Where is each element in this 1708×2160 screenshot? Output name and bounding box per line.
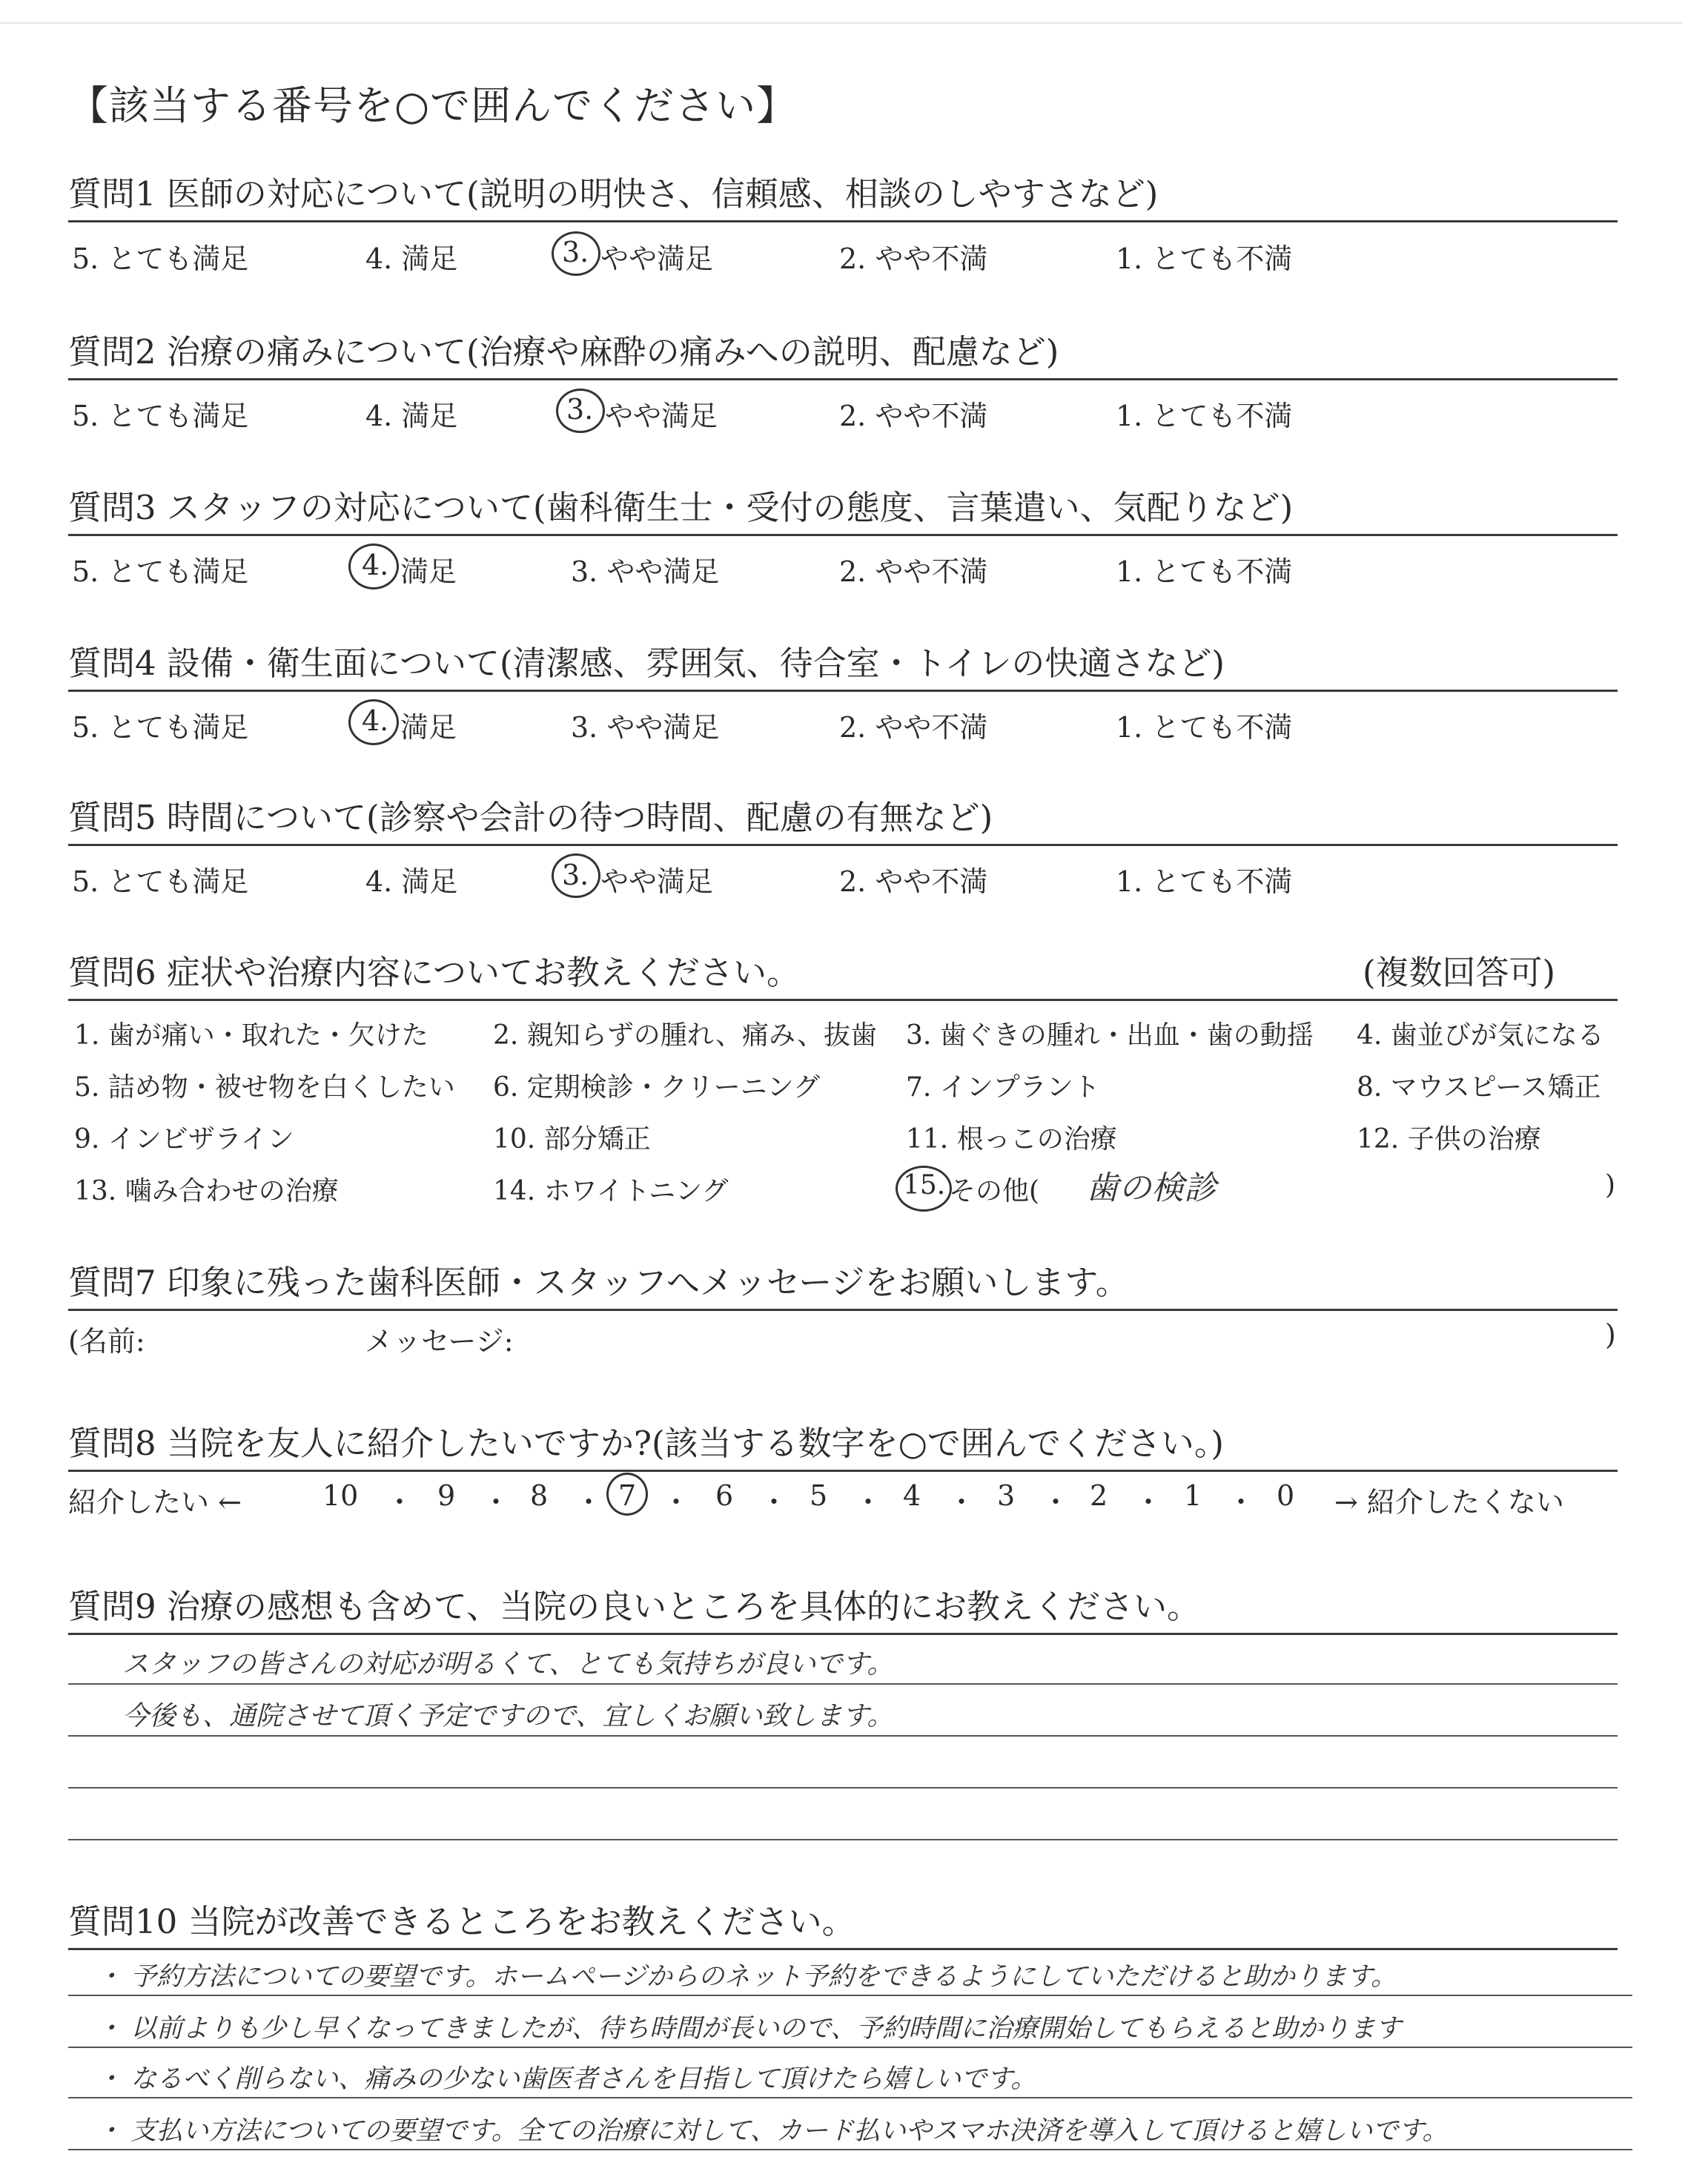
- q8-number-4[interactable]: 4: [903, 1479, 921, 1512]
- q8-number-3[interactable]: 3: [997, 1479, 1016, 1512]
- q9-answer-line-1[interactable]: スタッフの皆さんの対応が明るくて、とても気持ちが良いです。: [122, 1649, 894, 1680]
- q10-answer-line-1[interactable]: ・ 予約方法についての要望です。ホームページからのネット予約をできるようにしていただけると助かります。: [96, 1962, 1397, 1992]
- q6-option-1[interactable]: 1. 歯が痛い・取れた・欠けた: [74, 1020, 428, 1051]
- q3-title: 質問3 スタッフの対応について(歯科衛生士・受付の態度、言葉遣い、気配りなど): [68, 488, 1294, 527]
- q7-title: 質問7 印象に残った歯科医師・スタッフへメッセージをお願いします。: [68, 1263, 1129, 1302]
- q8-separator: ・: [1227, 1486, 1256, 1519]
- q8-number-2[interactable]: 2: [1090, 1479, 1108, 1512]
- q9-writing-line: [68, 1839, 1618, 1840]
- q1-option-2[interactable]: 2. やや不満: [839, 242, 988, 275]
- q8-separator: ・: [662, 1486, 691, 1519]
- q8-left-label: 紹介したい ←: [68, 1486, 242, 1519]
- q5-option-5[interactable]: 5. とても満足: [72, 865, 249, 898]
- q5-option-3-number[interactable]: 3.: [562, 859, 589, 891]
- q8-title: 質問8 当院を友人に紹介したいですか?(該当する数字を○で囲んでください。): [68, 1424, 1224, 1463]
- q8-number-1[interactable]: 1: [1184, 1479, 1202, 1512]
- q8-number-6[interactable]: 6: [715, 1479, 734, 1512]
- q10-title: 質問10 当院が改善できるところをお教えください。: [68, 1902, 855, 1941]
- q7-name-label: (名前:: [68, 1325, 145, 1358]
- q8-number-5[interactable]: 5: [810, 1479, 828, 1512]
- q5-option-2[interactable]: 2. やや不満: [839, 865, 988, 898]
- q8-number-9[interactable]: 9: [437, 1479, 456, 1512]
- q4-rule: [68, 690, 1618, 692]
- q8-separator: ・: [1134, 1486, 1163, 1519]
- q2-option-3-label[interactable]: やや満足: [605, 400, 718, 432]
- q6-rule: [68, 999, 1618, 1001]
- q10-writing-line: [68, 2149, 1632, 2150]
- q1-option-5[interactable]: 5. とても満足: [72, 242, 249, 275]
- q8-separator: ・: [947, 1486, 976, 1519]
- q8-number-8[interactable]: 8: [530, 1479, 549, 1512]
- q9-rule: [68, 1633, 1618, 1635]
- q6-option-4[interactable]: 4. 歯並びが気になる: [1357, 1020, 1604, 1051]
- q6-other-handwritten[interactable]: 歯の検診: [1086, 1169, 1217, 1207]
- q2-option-1[interactable]: 1. とても不満: [1116, 400, 1293, 432]
- q8-number-0[interactable]: 0: [1277, 1479, 1295, 1512]
- q4-option-4-label[interactable]: 満足: [400, 711, 457, 744]
- q8-separator: ・: [854, 1486, 883, 1519]
- q6-option-6[interactable]: 6. 定期検診・クリーニング: [493, 1072, 821, 1103]
- q6-option-8[interactable]: 8. マウスピース矯正: [1357, 1072, 1601, 1103]
- q9-writing-line: [68, 1735, 1618, 1737]
- q8-rule: [68, 1470, 1618, 1472]
- q6-option-9[interactable]: 9. インビザライン: [74, 1124, 294, 1155]
- q9-writing-line: [68, 1683, 1618, 1685]
- q3-option-2[interactable]: 2. やや不満: [839, 555, 988, 588]
- q6-option-14[interactable]: 14. ホワイトニング: [493, 1176, 729, 1206]
- q5-title: 質問5 時間について(診察や会計の待つ時間、配慮の有無など): [68, 798, 993, 837]
- q6-option-2[interactable]: 2. 親知らずの腫れ、痛み、抜歯: [493, 1020, 878, 1051]
- q10-answer-line-4[interactable]: ・ 支払い方法についての要望です。全ての治療に対して、カード払いやスマホ決済を導入して頂けると嬉しいです。: [96, 2116, 1449, 2146]
- q10-answer-line-3[interactable]: ・ なるべく削らない、痛みの少ない歯医者さんを目指して頂けたら嬉しいです。: [96, 2064, 1037, 2094]
- q9-writing-line: [68, 1787, 1618, 1789]
- q1-option-3-number[interactable]: 3.: [562, 236, 589, 268]
- q10-answer-line-2[interactable]: ・ 以前よりも少し早くなってきましたが、待ち時間が長いので、予約時間に治療開始してもらえると助かります: [96, 2014, 1402, 2044]
- scan-top-edge: [0, 22, 1683, 24]
- q10-writing-line: [68, 2047, 1632, 2048]
- q8-number-10[interactable]: 10: [322, 1479, 359, 1512]
- q6-option-13[interactable]: 13. 噛み合わせの治療: [74, 1176, 339, 1206]
- q6-option-5[interactable]: 5. 詰め物・被せ物を白くしたい: [74, 1072, 455, 1103]
- q3-rule: [68, 534, 1618, 536]
- q2-option-5[interactable]: 5. とても満足: [72, 400, 249, 432]
- q6-multiple-note: (複数回答可): [1363, 953, 1556, 992]
- q8-separator: ・: [760, 1486, 789, 1519]
- q10-rule: [68, 1948, 1618, 1950]
- q3-option-3[interactable]: 3. やや満足: [571, 555, 720, 588]
- q6-option-3[interactable]: 3. 歯ぐきの腫れ・出血・歯の動揺: [906, 1020, 1314, 1051]
- q7-rule: [68, 1309, 1618, 1311]
- q3-option-4-number[interactable]: 4.: [362, 549, 389, 581]
- q6-option-11[interactable]: 11. 根っこの治療: [906, 1124, 1117, 1155]
- q4-option-3[interactable]: 3. やや満足: [571, 711, 720, 744]
- q8-separator: ・: [482, 1486, 511, 1519]
- q8-separator: ・: [1042, 1486, 1070, 1519]
- page-heading: 【該当する番号を○で囲んでください】: [68, 82, 798, 129]
- q1-option-1[interactable]: 1. とても不満: [1116, 242, 1293, 275]
- q3-option-5[interactable]: 5. とても満足: [72, 555, 249, 588]
- q7-message-label: メッセージ:: [365, 1325, 514, 1358]
- q6-option-15-label[interactable]: その他(: [949, 1176, 1040, 1206]
- q8-right-label: → 紹介したくない: [1334, 1486, 1564, 1519]
- q4-option-5[interactable]: 5. とても満足: [72, 711, 249, 744]
- q2-option-4[interactable]: 4. 満足: [365, 400, 458, 432]
- q8-separator: ・: [385, 1486, 414, 1519]
- q6-option-7[interactable]: 7. インプラント: [906, 1072, 1100, 1103]
- q7-close: ): [1605, 1318, 1616, 1351]
- q8-number-7[interactable]: 7: [618, 1479, 637, 1512]
- q5-option-3-label[interactable]: やや満足: [600, 865, 714, 898]
- q2-option-3-number[interactable]: 3.: [566, 393, 594, 426]
- q1-title: 質問1 医師の対応について(説明の明快さ、信頼感、相談のしやすさなど): [68, 174, 1159, 214]
- q2-rule: [68, 378, 1618, 380]
- q6-option-10[interactable]: 10. 部分矯正: [493, 1124, 651, 1155]
- q1-rule: [68, 220, 1618, 222]
- q10-writing-line: [68, 1995, 1632, 1996]
- q6-other-close: ): [1605, 1170, 1616, 1200]
- q5-option-4[interactable]: 4. 満足: [365, 865, 458, 898]
- q6-option-15-number[interactable]: 15.: [903, 1170, 946, 1200]
- q5-rule: [68, 844, 1618, 846]
- q1-option-3-label[interactable]: やや満足: [600, 242, 714, 275]
- q4-option-4-number[interactable]: 4.: [362, 704, 389, 737]
- q4-option-2[interactable]: 2. やや不満: [839, 711, 988, 744]
- q5-option-1[interactable]: 1. とても不満: [1116, 865, 1293, 898]
- q2-option-2[interactable]: 2. やや不満: [839, 400, 988, 432]
- q2-title: 質問2 治療の痛みについて(治療や麻酔の痛みへの説明、配慮など): [68, 332, 1059, 371]
- q9-title: 質問9 治療の感想も含めて、当院の良いところを具体的にお教えください。: [68, 1587, 1201, 1626]
- q4-title: 質問4 設備・衛生面について(清潔感、雰囲気、待合室・トイレの快適さなど): [68, 644, 1225, 683]
- q3-option-4-label[interactable]: 満足: [400, 555, 457, 588]
- q3-option-1[interactable]: 1. とても不満: [1116, 555, 1293, 588]
- q6-option-12[interactable]: 12. 子供の治療: [1357, 1124, 1541, 1155]
- q9-answer-line-2[interactable]: 今後も、通院させて頂く予定ですので、宜しくお願い致します。: [122, 1701, 894, 1731]
- q6-title: 質問6 症状や治療内容についてお教えください。: [68, 953, 801, 992]
- q4-option-1[interactable]: 1. とても不満: [1116, 711, 1293, 744]
- q8-separator: ・: [575, 1486, 603, 1519]
- q1-option-4[interactable]: 4. 満足: [365, 242, 458, 275]
- q10-writing-line: [68, 2097, 1632, 2098]
